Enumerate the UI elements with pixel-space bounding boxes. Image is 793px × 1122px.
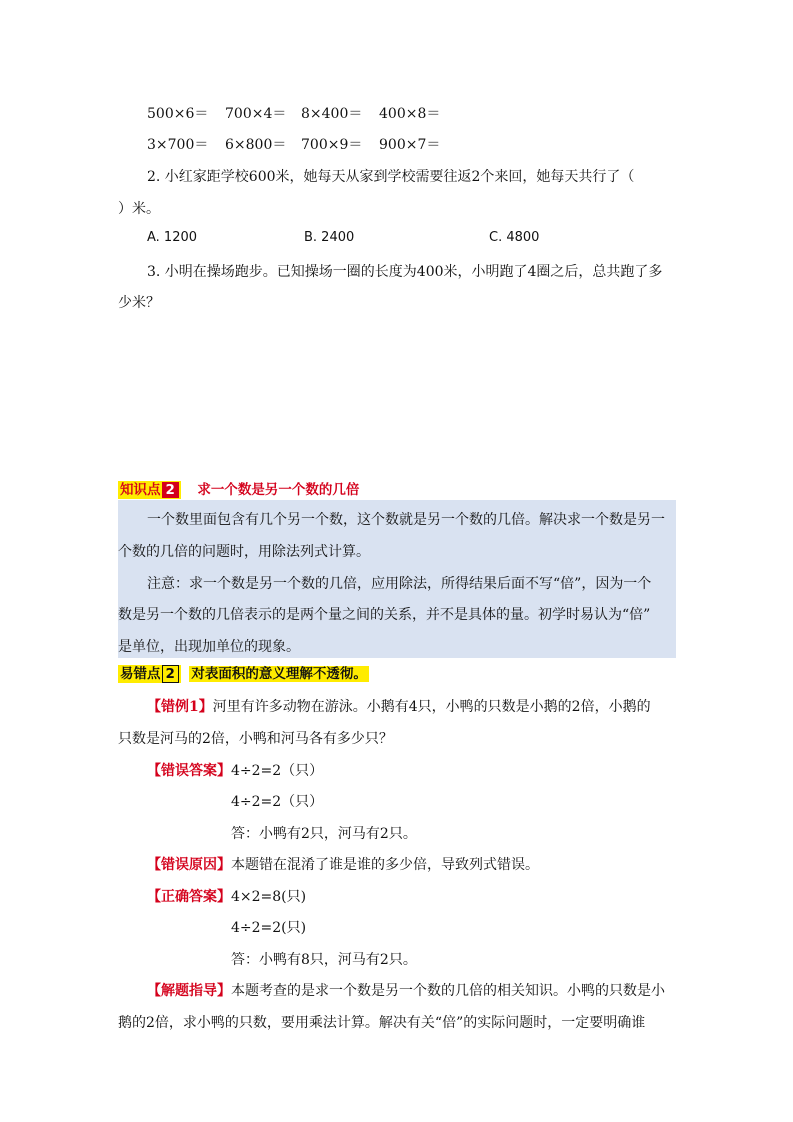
option-a: A. 1200 xyxy=(147,230,198,245)
wrong-reason-label: 错误原因 xyxy=(161,857,217,873)
option-c: C. 4800 xyxy=(489,230,540,245)
correct-answer-text: 4×2=8(只) xyxy=(231,889,307,905)
exercise-item: 500×6＝ xyxy=(147,106,209,122)
correct-answer-line-2: 4÷2=2(只) xyxy=(231,920,307,936)
question-3-line-1: 3. 小明在操场跑步。已知操场一圈的长度为400米，小明跑了4圈之后，总共跑了多 xyxy=(147,264,663,280)
question-3-line-2: 少米？ xyxy=(118,295,160,311)
example-line-2: 只数是河马的2倍，小鸭和河马各有多少只？ xyxy=(118,731,393,747)
example-text: 河里有许多动物在游泳。小鹅有4只，小鸭的只数是小鹅的2倍，小鹅的 xyxy=(212,699,651,715)
knowledge-p2-line-3: 是单位，出现加单位的现象。 xyxy=(118,639,300,655)
example-line-1: 【错例1】河里有许多动物在游泳。小鹅有4只，小鸭的只数是小鹅的2倍，小鹅的 xyxy=(147,699,651,715)
correct-answer-line-1: 【正确答案】4×2=8(只) xyxy=(147,889,307,905)
wrong-answer-line-2: 4÷2=2（只） xyxy=(231,794,324,810)
wrong-reason-text: 本题错在混淆了谁是谁的多少倍，导致列式错误。 xyxy=(231,857,539,873)
knowledge-p2-line-2: 数是另一个数的几倍表示的是两个量之间的关系，并不是具体的量。初学时易认为“倍” xyxy=(118,607,651,623)
wrong-answer-line-1: 【错误答案】4÷2=2（只） xyxy=(147,763,324,779)
knowledge-point-header xyxy=(118,478,359,499)
knowledge-p1-line-1: 一个数里面包含有几个另一个数，这个数就是另一个数的几倍。解决求一个数是另一 xyxy=(147,512,665,528)
knowledge-p2-line-1: 注意：求一个数是另一个数的几倍，应用除法，所得结果后面不写“倍”，因为一个 xyxy=(147,576,652,592)
exercise-item: 8×400＝ xyxy=(301,106,363,122)
question-2-line-1: 2. 小红家距学校600米，她每天从家到学校需要往返2个来回，她每天共行了（ xyxy=(147,169,635,185)
wrong-reason-line: 【错误原因】本题错在混淆了谁是谁的多少倍，导致列式错误。 xyxy=(147,857,539,873)
exercise-item: 400×8＝ xyxy=(379,106,441,122)
exercise-item: 900×7＝ xyxy=(379,137,441,153)
exercise-item: 6×800＝ xyxy=(225,137,287,153)
guide-line-1: 【解题指导】本题考查的是求一个数是另一个数的几倍的相关知识。小鸭的只数是小 xyxy=(147,983,665,999)
exercise-item: 3×700＝ xyxy=(147,137,209,153)
knowledge-point-label: 知识点 2 xyxy=(118,481,181,499)
wrong-answer-text: 4÷2=2（只） xyxy=(231,763,324,779)
guide-text: 本题考查的是求一个数是另一个数的几倍的相关知识。小鸭的只数是小 xyxy=(231,983,665,999)
guide-label: 解题指导 xyxy=(161,983,217,999)
knowledge-p1-line-2: 个数的几倍的问题时，用除法列式计算。 xyxy=(118,544,370,560)
correct-answer-line-3: 答：小鸭有8只，河马有2只。 xyxy=(231,952,417,968)
mistake-point-title: 对表面积的意义理解不透彻。 xyxy=(191,666,367,682)
guide-line-2: 鹅的2倍，求小鸭的只数，要用乘法计算。解决有关“倍”的实际问题时，一定要明确谁 xyxy=(118,1015,646,1031)
knowledge-point-title: 求一个数是另一个数的几倍 xyxy=(197,482,360,498)
mistake-point-header xyxy=(118,665,369,683)
question-2-line-2: ）米。 xyxy=(118,201,160,217)
exercise-item: 700×4＝ xyxy=(225,106,287,122)
option-b: B. 2400 xyxy=(304,230,355,245)
exercise-item: 700×9＝ xyxy=(301,137,363,153)
wrong-answer-line-3: 答：小鸭有2只，河马有2只。 xyxy=(231,826,417,842)
correct-answer-label: 正确答案 xyxy=(161,889,217,905)
example-label: 错例1 xyxy=(161,699,199,715)
mistake-point-label: 易错点 2 xyxy=(118,665,181,683)
wrong-answer-label: 错误答案 xyxy=(161,763,217,779)
